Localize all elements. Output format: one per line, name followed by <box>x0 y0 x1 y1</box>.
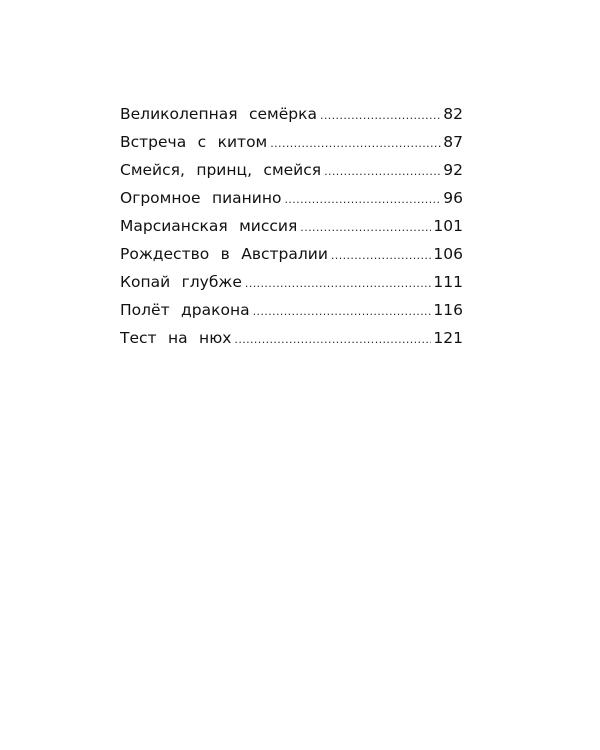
toc-dot-leader <box>324 158 441 186</box>
toc-entry-title: Копай глубже <box>120 273 242 291</box>
toc-entry-page-number: 101 <box>433 217 463 235</box>
toc-entry-page-number: 82 <box>443 105 463 123</box>
toc-entry-title: Великолепная семёрка <box>120 105 317 123</box>
toc-entry-title: Смейся, принц, смейся <box>120 161 322 179</box>
toc-entry-page-number: 121 <box>433 329 463 347</box>
toc-entry[interactable] <box>120 296 463 324</box>
toc-entry-page-number: 116 <box>433 301 463 319</box>
toc-entry[interactable] <box>120 240 463 268</box>
toc-dot-leader <box>253 298 432 326</box>
toc-entry[interactable] <box>120 268 463 296</box>
toc-entry[interactable] <box>120 184 463 212</box>
toc-entry-page-number: 96 <box>443 189 463 207</box>
toc-entry-title: Тест на нюх <box>120 329 232 347</box>
toc-entry-title: Встреча с китом <box>120 133 268 151</box>
toc-entry-title: Огромное пианино <box>120 189 282 207</box>
toc-dot-leader <box>284 186 441 214</box>
toc-entry-page-number: 87 <box>443 133 463 151</box>
toc-entry-page-number: 92 <box>443 161 463 179</box>
toc-entry[interactable] <box>120 128 463 156</box>
toc-entry[interactable] <box>120 100 463 128</box>
toc-dot-leader <box>331 242 432 270</box>
toc-entry-page-number: 106 <box>433 245 463 263</box>
toc-dot-leader <box>300 214 431 242</box>
toc-dot-leader <box>234 326 431 354</box>
toc-entry-title: Марсианская миссия <box>120 217 298 235</box>
toc-entry[interactable] <box>120 156 463 184</box>
toc-dot-leader <box>320 102 441 130</box>
toc-entry-page-number: 111 <box>433 273 463 291</box>
toc-dot-leader <box>245 270 431 298</box>
toc-entry-title: Полёт дракона <box>120 301 250 319</box>
table-of-contents <box>120 100 463 352</box>
toc-entry[interactable] <box>120 212 463 240</box>
toc-entry-title: Рождество в Австралии <box>120 245 328 263</box>
toc-entry[interactable] <box>120 324 463 352</box>
toc-dot-leader <box>270 130 441 158</box>
